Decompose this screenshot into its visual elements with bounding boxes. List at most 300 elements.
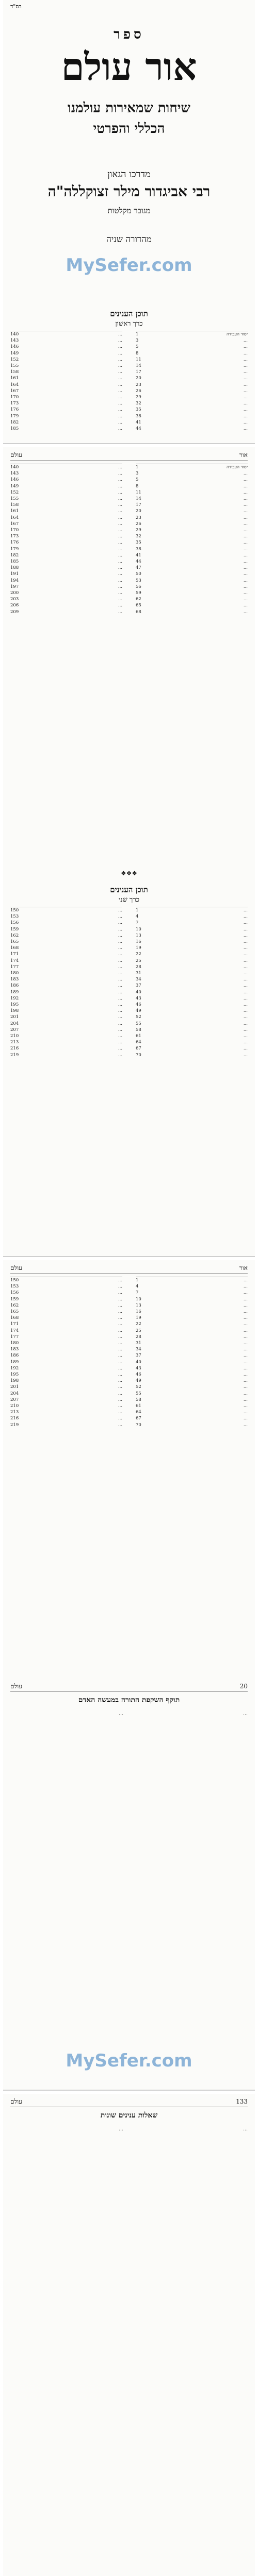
toc-entry-page: 5	[136, 477, 139, 483]
runhead-left: עולם	[10, 451, 22, 459]
toc-entry-title: ...	[118, 546, 122, 552]
watermark-logo-2: MySefer.com	[66, 2050, 192, 2071]
toc-entry	[10, 933, 122, 939]
toc-entry	[10, 989, 122, 995]
toc-entry-title: ...	[243, 426, 248, 432]
toc-entry-title: ...	[118, 382, 122, 387]
toc-entry-page: 149	[10, 483, 19, 489]
toc-entry	[136, 913, 248, 920]
toc-entry-title: ...	[243, 471, 248, 477]
toc-entry-page: 150	[10, 908, 19, 913]
toc-entry	[10, 400, 122, 406]
toc-entry	[10, 539, 122, 546]
toc-volume: כרך ראשון	[115, 320, 143, 328]
toc-entry-page: 198	[10, 1008, 19, 1014]
text-running-head	[10, 2098, 248, 2107]
toc-entry-page: 219	[10, 1422, 19, 1428]
title-page	[3, 0, 255, 444]
toc-entry	[136, 1302, 248, 1309]
toc-entry-page: 201	[10, 1014, 19, 1020]
toc-entry-title: ...	[243, 964, 248, 970]
toc-entry-page: 8	[136, 350, 139, 356]
toc-entry	[10, 363, 122, 369]
toc-entry-page: 7	[136, 1290, 139, 1296]
text-columns-a	[10, 1710, 248, 1717]
toc-entry-title: ...	[243, 338, 248, 344]
toc-entry-page: 55	[136, 1021, 141, 1026]
toc-entry-page: 34	[136, 1347, 141, 1352]
toc-entry-page: 185	[10, 559, 19, 565]
toc-entry	[136, 1415, 248, 1421]
toc-entry	[10, 470, 122, 477]
toc-entry	[136, 578, 248, 584]
toc-entry-title: ...	[118, 971, 122, 976]
toc-entry-title: ...	[243, 363, 248, 369]
subtitle-1: שיחות שמאירות עולמנו	[68, 100, 190, 116]
toc-entry	[10, 477, 122, 483]
toc-entry-page: 200	[10, 590, 19, 596]
toc-entry-page: 47	[136, 565, 141, 571]
toc-entry	[136, 596, 248, 602]
toc-entry	[10, 1403, 122, 1409]
toc-entry-title: ...	[243, 1008, 248, 1014]
toc-entry-title: ...	[118, 1353, 122, 1359]
toc-entry	[10, 331, 122, 337]
toc-entry	[136, 609, 248, 615]
toc-entry-page: 19	[136, 1315, 141, 1321]
toc-entry-page: 4	[136, 914, 139, 920]
text-column-right: ...	[243, 1711, 248, 1717]
toc-entry	[10, 521, 122, 527]
toc-entry	[136, 1283, 248, 1290]
toc-entry-page: 7	[136, 920, 139, 926]
toc-entry	[136, 508, 248, 514]
toc-entry-title: ...	[118, 945, 122, 951]
toc-entry-title: ...	[118, 914, 122, 920]
toc-entry-page: 146	[10, 477, 19, 483]
toc-entry-page: 180	[10, 971, 19, 976]
toc-entry	[136, 394, 248, 400]
toc-entry-title: ...	[243, 1315, 248, 1321]
toc-entry-page: 41	[136, 552, 141, 558]
toc-entry	[10, 464, 122, 470]
toc-entry	[136, 939, 248, 945]
toc-entry-title: ...	[243, 376, 248, 381]
toc-entry-title: ...	[243, 419, 248, 425]
toc-page-2	[3, 1260, 255, 2091]
toc-entry	[136, 489, 248, 496]
toc-grid-1a	[10, 331, 248, 432]
toc-entry-page: 152	[10, 357, 19, 362]
toc-entry-title: ...	[243, 908, 248, 913]
toc-entry-page: 65	[136, 603, 141, 608]
toc-entry-title: ...	[118, 471, 122, 477]
runhead-word: עולם	[10, 1683, 22, 1690]
toc-entry-page: 216	[10, 1046, 19, 1052]
toc-entry-page: 44	[136, 426, 141, 432]
toc-entry-page: 189	[10, 989, 19, 995]
toc-entry	[10, 913, 122, 920]
toc-entry	[10, 1277, 122, 1283]
toc-entry	[10, 920, 122, 926]
toc-entry	[10, 602, 122, 608]
toc-entry-page: 38	[136, 546, 141, 552]
toc-entry-title: ...	[243, 1378, 248, 1384]
toc-entry	[136, 527, 248, 533]
toc-entry-title: ...	[118, 477, 122, 483]
toc-entry	[136, 565, 248, 571]
runhead-left: עולם	[10, 1264, 22, 1272]
toc-entry-page: 34	[136, 977, 141, 982]
text-running-head	[10, 1683, 248, 1692]
toc-entry-page: 40	[136, 989, 141, 995]
toc-entry-title: ...	[243, 1328, 248, 1333]
toc-entry-title: ...	[243, 939, 248, 945]
toc-entry	[136, 1409, 248, 1415]
toc-entry-title: ...	[118, 515, 122, 520]
toc-entry	[136, 1403, 248, 1409]
toc-heading-2: תוכן הענינים	[110, 885, 148, 894]
toc-entry	[136, 1315, 248, 1321]
toc-entry-title: ...	[118, 1284, 122, 1290]
toc-entry-title: ...	[243, 1296, 248, 1302]
toc-entry	[136, 1384, 248, 1390]
toc-entry-page: 52	[136, 1384, 141, 1390]
toc-entry-title: ...	[118, 376, 122, 381]
toc-entry	[10, 483, 122, 489]
toc-entry	[10, 1359, 122, 1365]
toc-entry-page: 140	[10, 332, 19, 337]
toc-entry	[10, 344, 122, 350]
toc-entry-page: 204	[10, 1021, 19, 1026]
toc-entry-title: ...	[243, 1052, 248, 1058]
toc-entry-page: 58	[136, 1397, 141, 1402]
toc-entry-page: 183	[10, 977, 19, 982]
toc-entry-title: ...	[243, 489, 248, 495]
toc-entry-title: ...	[243, 1416, 248, 1421]
toc-entry-page: 153	[10, 1284, 19, 1290]
toc-entry-page: 153	[10, 914, 19, 920]
toc-entry	[10, 406, 122, 413]
toc-entry-page: 210	[10, 1033, 19, 1039]
toc-entry-title: ...	[243, 1372, 248, 1378]
toc-entry-title: ...	[118, 1378, 122, 1384]
toc-entry-page: 28	[136, 1334, 141, 1340]
toc-entry-page: 174	[10, 958, 19, 963]
toc-entry	[136, 571, 248, 577]
toc-entry-title: ...	[118, 1296, 122, 1302]
toc-entry-page: 14	[136, 363, 141, 369]
toc-entry-page: 168	[10, 1315, 19, 1321]
toc-entry-title: ...	[243, 1021, 248, 1026]
runhead-right: אור	[239, 1264, 248, 1272]
toc-entry-title: ...	[118, 534, 122, 539]
text-page	[3, 2094, 255, 2576]
toc-entry-title: ...	[118, 983, 122, 989]
toc-entry-page: 159	[10, 926, 19, 932]
toc-entry-title: ...	[118, 363, 122, 369]
toc-entry-title: ...	[118, 977, 122, 982]
toc-entry-page: 164	[10, 515, 19, 520]
toc-entry-title: ...	[118, 407, 122, 413]
toc-entry	[10, 951, 122, 957]
toc-entry-page: 164	[10, 382, 19, 387]
toc-entry	[10, 527, 122, 533]
toc-entry-page: 41	[136, 419, 141, 425]
toc-entry-page: 22	[136, 1321, 141, 1327]
toc-entry-page: 53	[136, 578, 141, 583]
toc-entry-page: 14	[136, 496, 141, 502]
toc-entry	[10, 1309, 122, 1315]
toc-entry-title: ...	[118, 465, 122, 470]
toc-entry-page: 56	[136, 584, 141, 589]
toc-entry	[136, 1014, 248, 1020]
toc-entry-page: 10	[136, 926, 141, 932]
toc-entry-page: 23	[136, 382, 141, 387]
toc-entry-page: 167	[10, 521, 19, 527]
toc-entry-page: 194	[10, 578, 19, 583]
bsd-mark: בס"ד	[10, 3, 22, 10]
toc-entry	[10, 945, 122, 951]
toc-entry-page: 17	[136, 502, 141, 508]
toc-grid-2b	[10, 1277, 248, 1428]
toc-entry-title: ...	[243, 382, 248, 387]
toc-entry	[10, 375, 122, 381]
toc-entry-page: 44	[136, 559, 141, 565]
toc-entry	[10, 1296, 122, 1302]
toc-entry	[10, 1334, 122, 1340]
toc-entry-title: ...	[118, 344, 122, 350]
toc-entry	[136, 907, 248, 913]
toc-entry-page: 3	[136, 471, 139, 477]
toc-entry	[136, 964, 248, 970]
text-column-right: ...	[243, 2126, 248, 2132]
toc-entry-title: ...	[243, 926, 248, 932]
toc-entry	[10, 1397, 122, 1403]
toc-entry-title: ...	[243, 1365, 248, 1371]
toc-entry-title: ...	[118, 571, 122, 577]
toc-entry-title: ...	[243, 1309, 248, 1315]
toc-entry	[10, 1039, 122, 1045]
toc-entry-page: 179	[10, 413, 19, 419]
toc-entry-title: ...	[118, 1027, 122, 1032]
toc-entry-page: 216	[10, 1416, 19, 1421]
toc-entry-title: ...	[118, 395, 122, 400]
toc-entry-page: 195	[10, 1372, 19, 1378]
toc-entry-title: ...	[118, 1021, 122, 1026]
author-lead: מדרכו הגאון	[107, 169, 151, 180]
toc-entry-title: ...	[243, 1278, 248, 1283]
toc-entry-page: 3	[136, 338, 139, 344]
toc-entry-page: 173	[10, 534, 19, 539]
toc-entry-title: ...	[243, 502, 248, 508]
toc-entry-title: ...	[118, 1309, 122, 1315]
toc-entry-page: 4	[136, 1284, 139, 1290]
toc-entry-title: ...	[243, 590, 248, 596]
toc-entry-title: ...	[243, 1391, 248, 1396]
toc-entry	[136, 477, 248, 483]
toc-entry	[136, 419, 248, 426]
toc-entry-title: ...	[243, 584, 248, 589]
toc-entry	[10, 1290, 122, 1296]
toc-entry-page: 143	[10, 338, 19, 344]
toc-entry-title: ...	[243, 1302, 248, 1308]
toc-entry-title: ...	[118, 926, 122, 932]
toc-entry	[10, 496, 122, 502]
toc-entry-page: 17	[136, 369, 141, 375]
toc-entry-page: 37	[136, 1353, 141, 1359]
toc-entry	[136, 602, 248, 608]
toc-entry	[10, 596, 122, 602]
toc-entry	[10, 508, 122, 514]
toc-entry-page: 213	[10, 1410, 19, 1415]
toc-entry	[10, 926, 122, 933]
running-head	[10, 1264, 248, 1274]
toc-entry	[136, 1321, 248, 1327]
toc-entry	[10, 1321, 122, 1327]
toc-entry	[136, 933, 248, 939]
toc-entry	[10, 565, 122, 571]
toc-entry-title: ...	[243, 357, 248, 362]
toc-entry-page: 150	[10, 1278, 19, 1283]
toc-entry-title: ...	[118, 1410, 122, 1415]
toc-entry	[136, 1352, 248, 1359]
toc-column-right	[136, 1277, 248, 1428]
toc-entry-title: ...	[243, 1410, 248, 1415]
toc-entry	[10, 350, 122, 357]
toc-entry-page: 191	[10, 571, 19, 577]
toc-entry-page: 1	[136, 332, 139, 337]
toc-column-left	[10, 464, 122, 615]
toc-entry-title: ...	[118, 1302, 122, 1308]
toc-entry-page: 152	[10, 489, 19, 495]
toc-entry-title: ...	[243, 571, 248, 577]
toc-entry	[136, 363, 248, 369]
toc-entry-page: 167	[10, 388, 19, 394]
toc-entry-title: ...	[243, 413, 248, 419]
toc-entry-page: 13	[136, 933, 141, 938]
toc-entry-page: 158	[10, 502, 19, 508]
toc-entry-title: ...	[118, 1328, 122, 1333]
toc-entry-page: 10	[136, 1296, 141, 1302]
toc-entry-title: ...	[118, 1290, 122, 1296]
toc-entry-title: ...	[243, 578, 248, 583]
toc-entry-title: ...	[243, 407, 248, 413]
toc-entry-title: ...	[118, 540, 122, 546]
toc-entry-title: ...	[243, 395, 248, 400]
toc-entry-page: 70	[136, 1422, 141, 1428]
toc-entry	[136, 1371, 248, 1378]
toc-entry	[136, 1021, 248, 1027]
toc-entry-title: ...	[118, 1403, 122, 1409]
toc-entry	[10, 1315, 122, 1321]
toc-entry-title: ...	[118, 357, 122, 362]
toc-entry-page: 207	[10, 1397, 19, 1402]
toc-entry-title: ...	[243, 609, 248, 615]
toc-entry-page: 49	[136, 1008, 141, 1014]
toc-entry-page: 32	[136, 534, 141, 539]
toc-entry	[136, 970, 248, 976]
toc-entry-page: 170	[10, 528, 19, 533]
toc-entry-title: ...	[243, 1290, 248, 1296]
toc-entry	[136, 1296, 248, 1302]
toc-entry	[10, 609, 122, 615]
toc-entry-page: 25	[136, 958, 141, 963]
toc-entry-title: ...	[243, 603, 248, 608]
sefer-label: ספר	[114, 27, 144, 42]
toc-entry-title: ...	[243, 540, 248, 546]
toc-entry-page: 180	[10, 1341, 19, 1346]
toc-entry-page: 40	[136, 1359, 141, 1365]
toc-entry-title: ...	[118, 1033, 122, 1039]
toc-entry-title: ...	[243, 1397, 248, 1402]
toc-entry	[136, 426, 248, 432]
toc-entry-title: ...	[118, 565, 122, 571]
toc-entry	[10, 426, 122, 432]
toc-entry	[10, 515, 122, 521]
toc-entry	[10, 413, 122, 419]
toc-entry	[10, 584, 122, 590]
edition: מהדורה שניה	[106, 234, 152, 245]
toc-entry-title: ...	[243, 597, 248, 602]
toc-entry-page: 37	[136, 983, 141, 989]
toc-entry-page: 32	[136, 401, 141, 406]
toc-entry	[136, 344, 248, 350]
toc-entry	[136, 357, 248, 363]
toc-entry-page: 29	[136, 395, 141, 400]
toc-entry-page: 198	[10, 1378, 19, 1384]
toc-entry	[136, 976, 248, 982]
toc-entry-page: 192	[10, 1365, 19, 1371]
toc-entry-title: ...	[118, 1002, 122, 1008]
toc-entry	[10, 1340, 122, 1346]
toc-entry-page: 28	[136, 964, 141, 970]
toc-entry-page: 5	[136, 344, 139, 350]
toc-entry-page: 207	[10, 1027, 19, 1032]
toc-entry-title: ...	[243, 1027, 248, 1032]
toc-entry-page: 70	[136, 1052, 141, 1058]
toc-entry-page: 192	[10, 995, 19, 1001]
toc-entry	[136, 590, 248, 596]
toc-entry	[136, 1346, 248, 1352]
toc-entry-title: ...	[243, 528, 248, 533]
toc-entry-page: 161	[10, 509, 19, 514]
toc-entry-title: ...	[118, 939, 122, 945]
toc-entry-title: ...	[118, 597, 122, 602]
toc-entry-page: 38	[136, 413, 141, 419]
toc-entry-page: 219	[10, 1052, 19, 1058]
toc-entry-title: ...	[118, 401, 122, 406]
toc-entry	[10, 533, 122, 539]
toc-entry	[10, 419, 122, 426]
toc-entry	[136, 369, 248, 375]
toc-entry-page: 155	[10, 496, 19, 502]
toc-entry-page: 201	[10, 1384, 19, 1390]
toc-entry-page: 156	[10, 1290, 19, 1296]
toc-entry-title: ...	[243, 1384, 248, 1390]
toc-entry-page: 26	[136, 521, 141, 527]
running-head	[10, 451, 248, 461]
toc-entry-page: 67	[136, 1046, 141, 1052]
toc-entry-title: ...	[118, 369, 122, 375]
toc-entry-title: ...	[243, 971, 248, 976]
toc-entry	[10, 546, 122, 552]
toc-entry	[10, 1371, 122, 1378]
toc-entry-page: 52	[136, 1014, 141, 1020]
toc-entry	[136, 502, 248, 508]
toc-entry-page: 55	[136, 1391, 141, 1396]
toc-entry	[10, 1002, 122, 1008]
